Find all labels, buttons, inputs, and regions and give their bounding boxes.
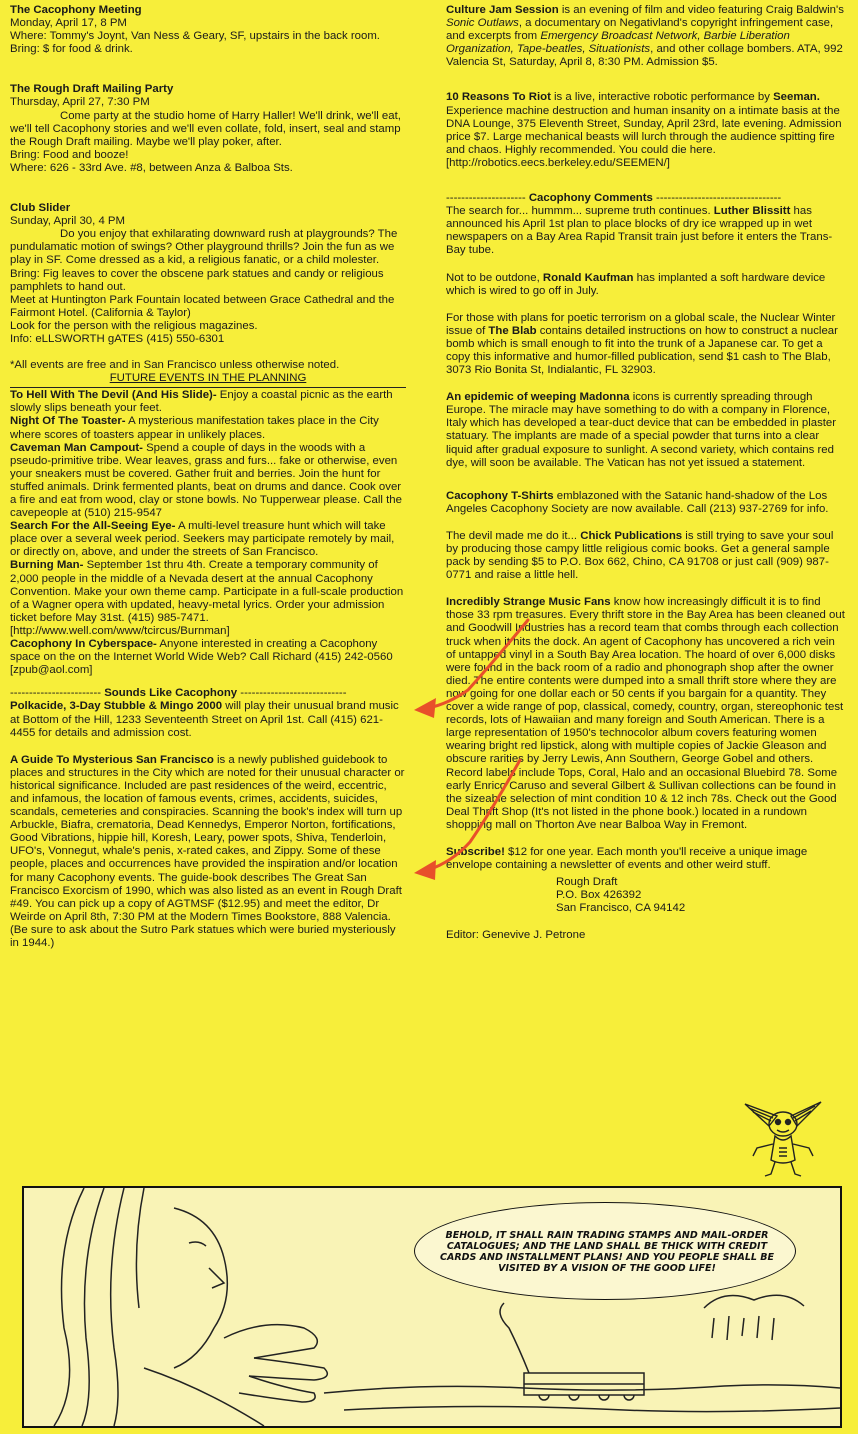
future-heading: FUTURE EVENTS IN THE PLANNING xyxy=(109,372,307,385)
right-column xyxy=(446,4,846,943)
comment-kaufman: Not to be outdone, Ronald Kaufman has implanted a soft hardware device which is wired to go off in July. xyxy=(446,271,826,297)
address-line: San Francisco, CA 94142 xyxy=(556,902,686,915)
comment-tshirts: Cacophony T-Shirts emblazoned with the Satanic hand-shadow of the Los Angeles Cacophony Society are now available. Call (213) 937-2769 for info. xyxy=(446,489,829,515)
event-body: Do you enjoy that exhilarating downward rush at playgrounds? The pundulamatic motion of swings? Other playground thrills? Join the fun as we play in SF. Come dressed as a kid, a religious fanatic, or a child molester. xyxy=(10,228,398,267)
comment-strange-music: Incredibly Strange Music Fans know how increasingly difficult it is to find those 33 rpm treasures. Every thrift store in the Bay Area has been cleaned out and Goodwill Industries has a record team that combs through each collection truck when it hits the dock. An agent of Cacophony has uncovered a rich vein of untapped vinyl in a South Bay Area location. The hoard of over 6,000 disks were found in the back room of a radio and phonograph shop after the owner died. The entire contents were dumped into a small thrift store where they are now going for one dollar each or 50 cents if you bargain for a quantity. They cover a wide range of pop, classical, comedy, country, organ, stereophonic test records, lots of Hawaiian and many foreign and South American. There is a large representation of 1950's technocolor album covers featuring women wearing bright red lipstick, along with multiple copies of Jackie Gleason and obscure rarities by Jerry Lewis, Ann Southern, George Gobel and others. Record labels include Tops, Coral, Halo and an occasional Bluebird 78. Some early Enrico Caruso and several Gilbert & Sullivan collections can be found in the sizeable selection of mint condition 10 & 12 inch 78s. Check out the Good Deal Thrift Shop (It's not listed in the phone book.) located in a rundown shopping mall on Thorton Ave near Balboa Way in Fremont. xyxy=(446,596,845,831)
subscribe: Subscribe! $12 for one year. Each month you'll receive a unique image envelope containing a newsletter of events and other weird stuff. xyxy=(446,845,808,872)
comment-chick: The devil made me do it... Chick Publications is still trying to save your soul by producing those campy little religious comic books. Get a general sample pack by sending $5 to P.O. Box 662, Chino, CA 91708 or just call (909) 987-0771 and raise a little hell. xyxy=(446,529,834,582)
future-events-list xyxy=(10,389,406,677)
event-title: The Cacophony Meeting xyxy=(10,4,142,16)
event-club-slider xyxy=(10,202,406,346)
future-item-title: Caveman Man Campout- xyxy=(10,441,143,454)
future-item xyxy=(10,520,406,559)
future-item xyxy=(10,415,406,441)
sounds-heading: ------------------------ Sounds Like Cacophony ---------------------------- xyxy=(10,687,347,700)
event-line: Info: eLLSWORTH gATES (415) 550-6301 xyxy=(10,332,225,345)
future-item-title: Cacophony In Cyberspace- xyxy=(10,638,157,651)
event-line: Monday, April 17, 8 PM xyxy=(10,17,127,30)
culture-jam: Culture Jam Session is an evening of film and video featuring Craig Baldwin's Sonic Outlaws, a documentary on Negativland's copyright infringement case, and excerpts from Emergency Broadcast Network, Barbie Liberation Organization, Tape-beatles, Situationists, and other collage bombers. ATA, 992 Valencia St, Saturday, April 8, 8:30 PM. Admission $5. xyxy=(446,4,844,69)
event-cacophony-meeting xyxy=(10,4,406,56)
event-line: Look for the person with the religious magazines. xyxy=(10,319,258,332)
future-item-text: Enjoy a coastal picnic as the earth slowly slips beneath your feet. xyxy=(10,389,393,415)
balloon-text: BEHOLD, IT SHALL RAIN TRADING STAMPS AND MAIL-ORDER CATALOGUES; AND THE LAND SHALL BE THICK WITH CREDIT CARDS AND INSTALLMENT PLANS! AND YOU PEOPLE SHALL BE VISITED BY A VISION OF THE GOOD LIFE! xyxy=(440,1229,774,1274)
comments-heading: --------------------- Cacophony Comments --------------------------------- xyxy=(446,192,782,205)
editor: Editor: Genevive J. Petrone xyxy=(446,929,586,942)
event-date: Thursday, April 27, 7:30 PM xyxy=(10,96,150,109)
event-title: Club Slider xyxy=(10,202,71,215)
future-item xyxy=(10,638,406,677)
future-item-title: To Hell With The Devil (And His Slide)- xyxy=(10,389,217,402)
comic-panel xyxy=(22,1186,842,1428)
future-item-text: A multi-level treasure hunt which will take place over a several week period. Seekers may participate remotely by mail, or directly on, above, and under the streets of San Francisco. xyxy=(10,520,395,559)
event-title: The Rough Draft Mailing Party xyxy=(10,83,174,96)
reasons-to-riot: 10 Reasons To Riot is a live, interactive robotic performance by Seeman. Experience machine destruction and human insanity on a intimate basis at the DNA Lounge, 375 Eleventh Street, Sunday, April 23rd, late evening. Admission price $7. Large mechanical beasts will lurch through the audience spitting fire and chaos. Highly recommended. You could die here. [http://robotics.eecs.berkeley.edu/SEEMEN/] xyxy=(446,91,842,169)
comment-blab: For those with plans for poetic terrorism on a global scale, the Nuclear Winter issue of The Blab contains detailed instructions on how to construct a nuclear bomb which is small enough to fit into the trunk of a Japanese car. To get a copy this informative and humor-filled publication, send $1 cash to The Blab, 3073 Rio Bonita St, Indialantic, FL 32903. xyxy=(446,311,838,377)
event-line: Meet at Huntington Park Fountain located between Grace Cathedral and the Fairmont Hotel. (California & Taylor) xyxy=(10,293,395,319)
event-line: Where: 626 - 33rd Ave. #8, between Anza & Balboa Sts. xyxy=(10,161,293,174)
left-column xyxy=(10,4,406,950)
events-note: *All events are free and in San Francisco unless otherwise noted. xyxy=(10,359,340,372)
gremlin-illustration xyxy=(735,1086,831,1178)
event-date: Sunday, April 30, 4 PM xyxy=(10,215,126,228)
future-item xyxy=(10,389,406,415)
future-item-text: A mysterious manifestation takes place in the City where scores of toasters appear in unlikely places. xyxy=(10,415,379,441)
guide-item: A Guide To Mysterious San Francisco is a newly published guidebook to places and structures in the City which are noted for their unusual character or historical significance. Included are past residences of the weird, eccentric, and infamous, the location of famous events, crimes, accidents, suicides, scandals, cemeteries and conspiracies. Scanning the book's index will turn up Arbuckle, Biafra, crematoria, Dead Kennedys, Emperor Norton, fortifications, Good Vibrations, hippie hill, Koresh, Leary, power spots, Shiva, Tenderloin, UFO's, Vonnegut, whale's penis, x-rated cakes, and Zippy. Some of these people, places and occurrences have provided the inspiration and/or location for many Cacophony events. The guide-book describes The Great San Francisco Exorcism of 1990, which was also listed as an event in Rough Draft #49. You can pick up a copy of AGTMSF ($12.95) and meet the editor, Dr Weirde on April 8th, 7:30 PM at the Modern Times Bookstore, 888 Valencia. (Be sure to ask about the Sutro Park statues which were buried mysteriously in 1944.) xyxy=(10,753,405,949)
future-item-title: Burning Man- xyxy=(10,559,84,572)
sounds-item: Polkacide, 3-Day Stubble & Mingo 2000 will play their unusual brand music at Bottom of the Hill, 1233 Seventeenth Street on April 1st. Call (415) 621-4455 for details and admission cost. xyxy=(10,700,399,739)
future-item-text: Spend a couple of days in the woods with a pseudo-primitive tribe. Wear leaves, grass and furs... fake or otherwise, even your sneakers must be covered. Gather fruit and berries. Join the hunt for stuffed animals. Drink fermented plants, beat on drums and dance. Cook over a fire and eat from wood, clay or stone bowls. No Tupperwear please. Call the cavepeople at (510) 215-9547 xyxy=(10,441,402,520)
event-mailing-party xyxy=(10,83,406,175)
comment-madonna: An epidemic of weeping Madonna icons is currently spreading through Europe. The miracle may have something to do with a company in Florence, Italy which has developed a tear-duct device that can be embedded in plaster statuary. The implants are made of a special powder that turns into a clear liquid after gradual exposure to sunlight. A second variety, which contains red dye, will soon be available. The Vatican has not yet issued a statement. xyxy=(446,391,837,469)
event-line: Bring: Food and booze! xyxy=(10,148,129,161)
future-item xyxy=(10,442,406,521)
divider xyxy=(10,387,406,388)
event-line: Where: Tommy's Joynt, Van Ness & Geary, SF, upstairs in the back room. xyxy=(10,30,380,43)
event-line: Bring: $ for food & drink. xyxy=(10,43,133,56)
event-line: Bring: Fig leaves to cover the obscene park statues and candy or religious pamphlets to hand out. xyxy=(10,267,384,293)
future-item-title: Night Of The Toaster- xyxy=(10,415,126,428)
future-item-text: September 1st thru 4th. Create a temporary community of 2,000 people in the middle of a Nevada desert at the annual Cacophony Convention. Make your own theme camp. Participate in a full-scale production of a Wagner opera with updated, heavy-metal lyrics. Order your admission ticket before May 31st. (415) 985-7471. [http://www.well.com/www/tcircus/Burnman] xyxy=(10,559,404,637)
address-line: Rough Draft xyxy=(556,876,618,889)
future-item xyxy=(10,559,406,638)
address-line: P.O. Box 426392 xyxy=(556,889,642,902)
future-item-text: Anyone interested in creating a Cacophony space on the on the Internet World Wide Web? Call Richard (415) 242-0560 [zpub@aol.com] xyxy=(10,638,393,677)
event-body: Come party at the studio home of Harry Haller! We'll drink, we'll eat, we'll tell Cacophony stories and we'll even collate, fold, insert, seal and stamp the Rough Draft mailing. Maybe we'll play poker, after. xyxy=(10,109,401,148)
comment-blissitt: The search for... hummm... supreme truth continues. Luther Blissitt has announced his April 1st plan to place blocks of dry ice wrapped up in wet newspapers on a Bay Area Rapid Transit train just before it enters the Trans-Bay tube. xyxy=(446,205,833,257)
future-item-title: Search For the All-Seeing Eye- xyxy=(10,520,176,533)
mailing-address xyxy=(556,876,846,915)
